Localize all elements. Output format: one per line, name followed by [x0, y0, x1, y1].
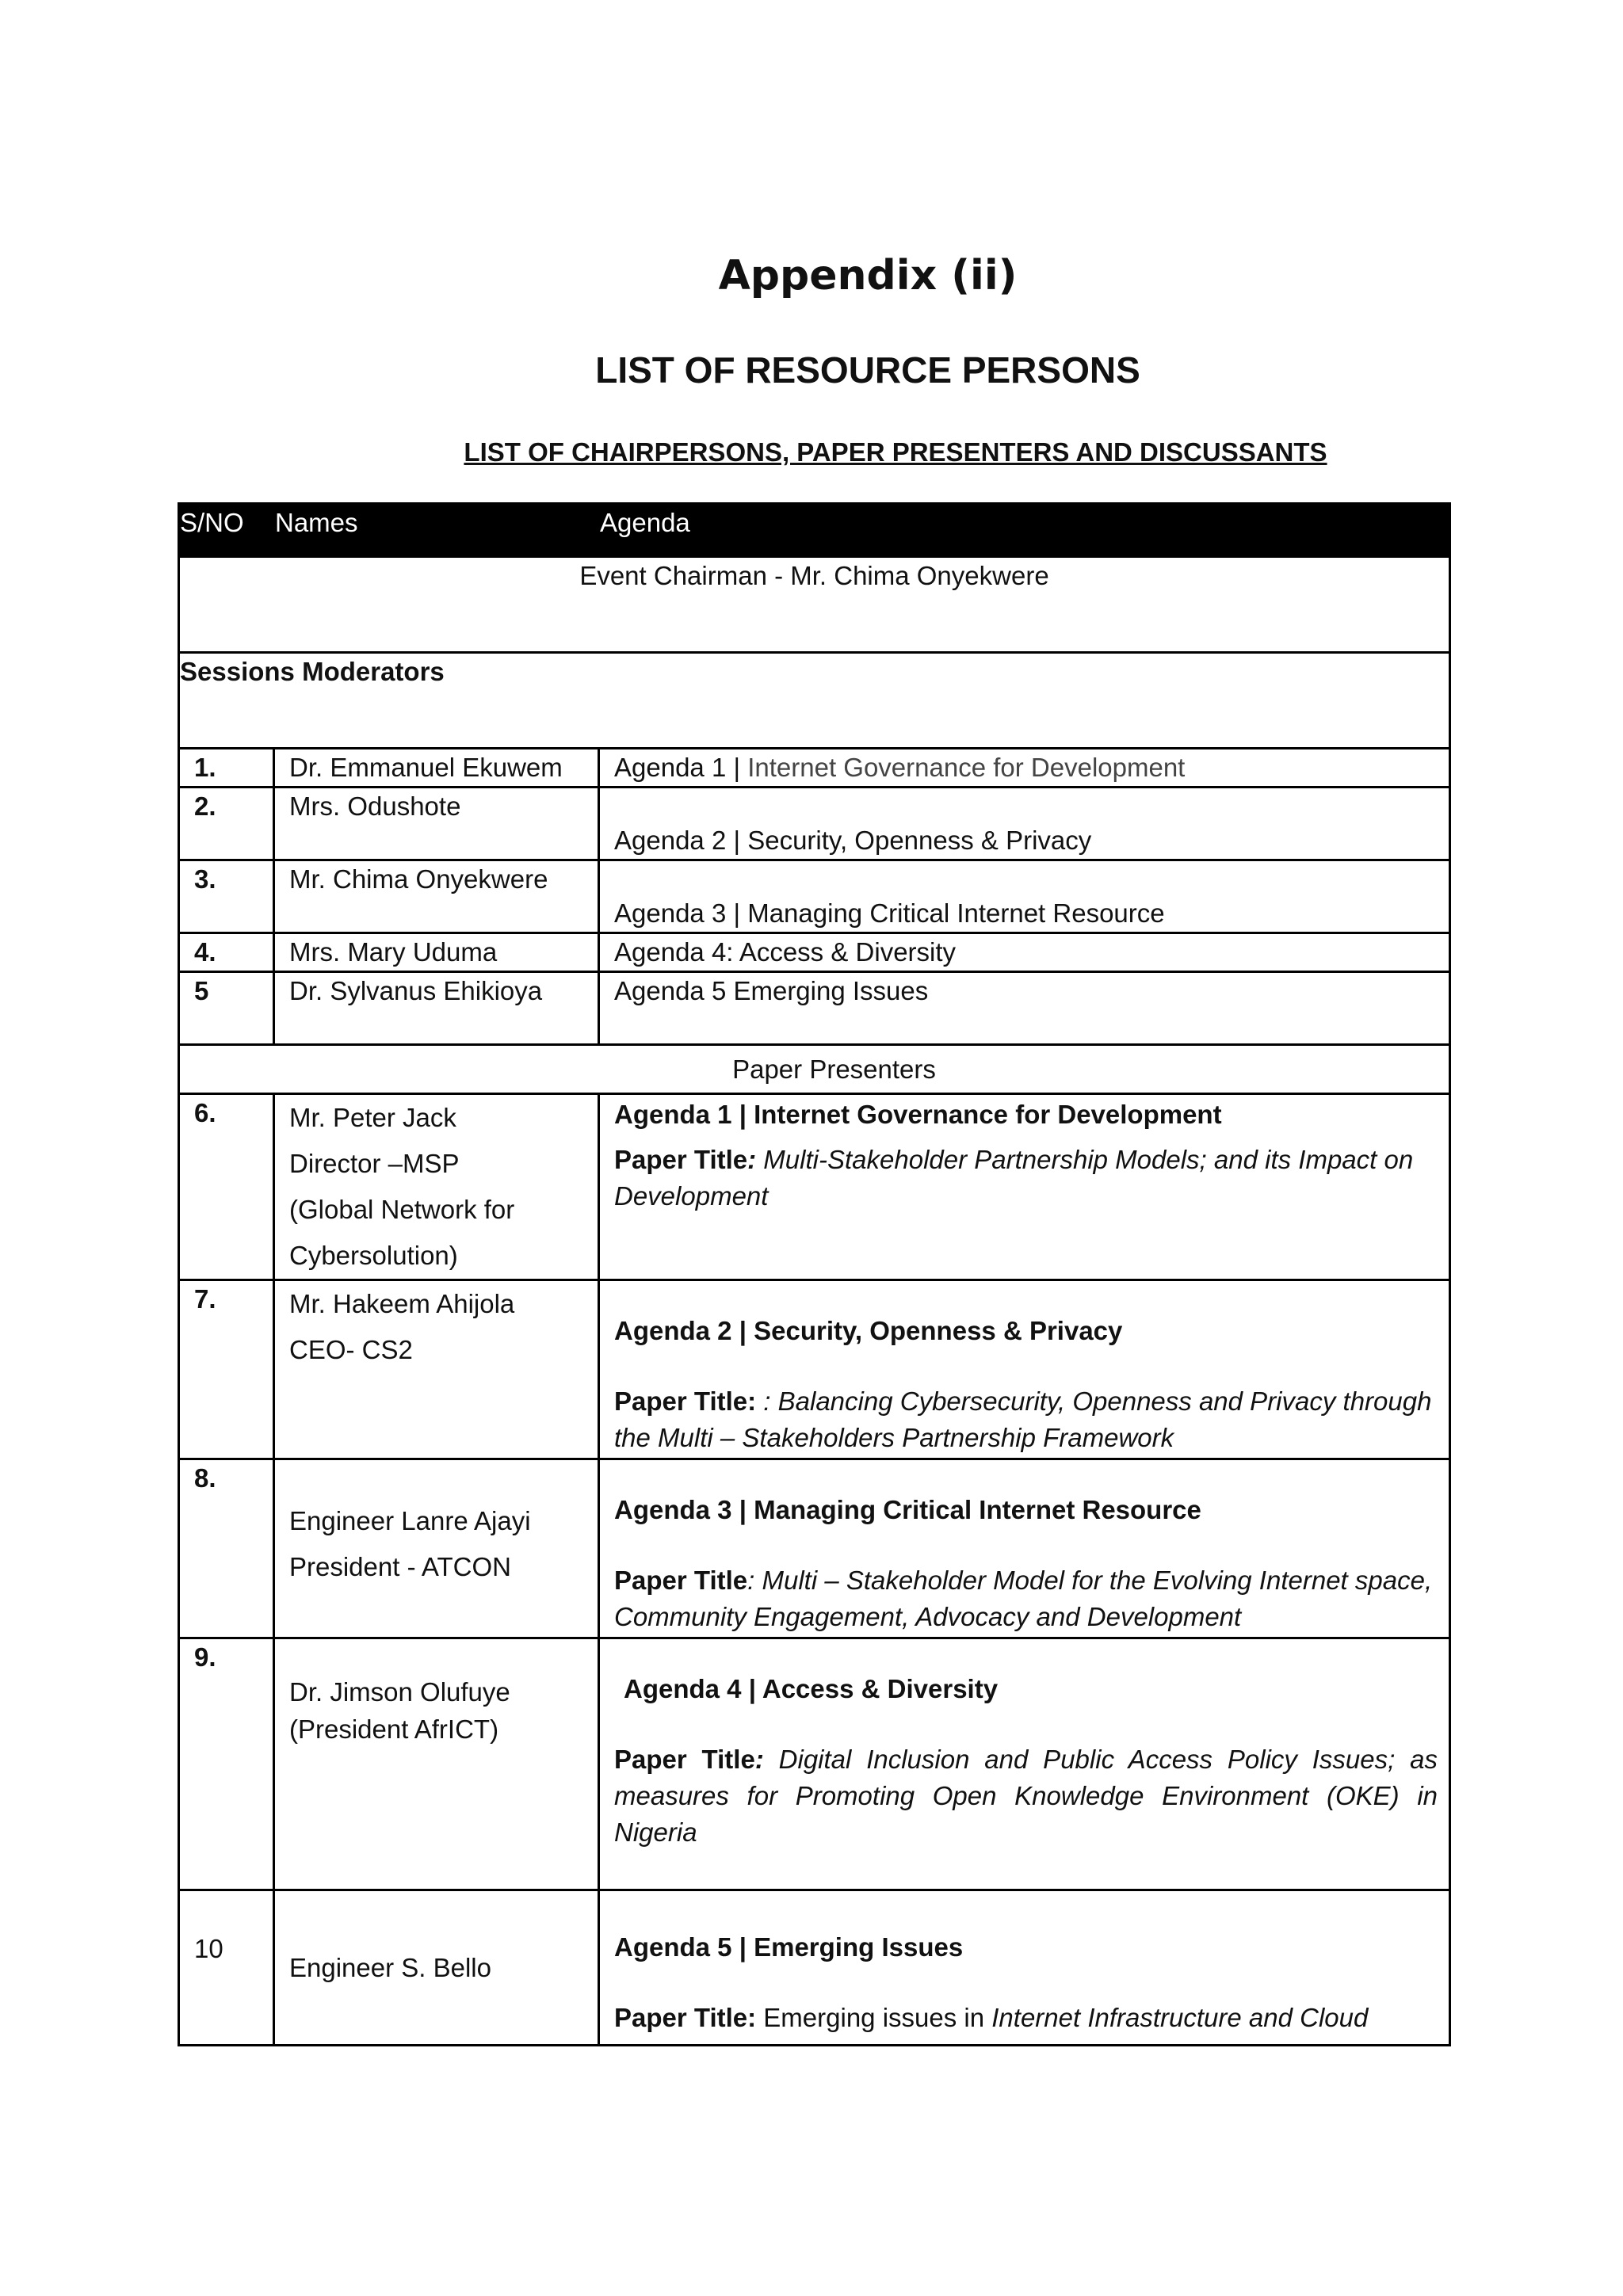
sub-title: LIST OF CHAIRPERSONS, PAPER PRESENTERS AND DISCUSSANTS	[464, 437, 1327, 467]
name-line: Engineer Lanre Ajayi	[289, 1506, 531, 1536]
row-sno: 5	[179, 972, 274, 1045]
paper-title-label: Paper Title:	[614, 2002, 757, 2032]
paper-title-label: Paper Title	[614, 1565, 748, 1595]
paper-title-label: Paper Title:	[614, 1386, 757, 1416]
row-name	[274, 1094, 599, 1280]
row-name	[274, 1890, 599, 2046]
paper-title-text: Multi – Stakeholder Model for the Evolving Internet space, Community Engagement, Advocacy and Development	[614, 1565, 1433, 1631]
row-sno: 8.	[179, 1459, 274, 1638]
name-line: (Global Network for	[289, 1195, 515, 1225]
row-name: Mrs. Odushote	[274, 788, 599, 860]
row-name: Mrs. Mary Uduma	[274, 933, 599, 972]
agenda-title: Agenda 5 | Emerging Issues	[614, 1932, 964, 1962]
table-row	[179, 1094, 1450, 1280]
table-row	[179, 1890, 1450, 2046]
paper-title-text: Multi-Stakeholder Partnership Models; and its Impact on Development	[614, 1144, 1414, 1211]
resource-persons-table	[178, 502, 1451, 2046]
paper-title-text: : Balancing Cybersecurity, Openness and Privacy through the Multi – Stakeholders Partnership Framework	[614, 1386, 1432, 1452]
row-sno: 3.	[179, 860, 274, 933]
paper-title-sep: :	[747, 1144, 757, 1174]
agenda-rest: Internet Governance for Development	[740, 753, 1186, 782]
row-name: Mr. Chima Onyekwere	[274, 860, 599, 933]
name-line: Director –MSP	[289, 1149, 460, 1179]
name-line: Cybersolution)	[289, 1241, 458, 1271]
paper-title-label: Paper Title	[614, 1144, 748, 1174]
row-name: Dr. Emmanuel Ekuwem	[274, 749, 599, 788]
paper-presenters-row	[179, 1045, 1450, 1094]
sessions-moderators-heading: Sessions Moderators	[179, 653, 1450, 749]
paper-title	[614, 2000, 1438, 2036]
table-row	[179, 788, 1450, 860]
name-line: (President AfrICT)	[289, 1714, 499, 1744]
agenda-title: Agenda 4 | Access & Diversity	[624, 1674, 999, 1704]
paper-title	[614, 1741, 1438, 1852]
event-chairman: Event Chairman - Mr. Chima Onyekwere	[179, 557, 1450, 653]
row-agenda: Agenda 5 Emerging Issues	[599, 972, 1450, 1045]
paper-title	[614, 1142, 1438, 1215]
appendix-title: Appendix (ii)	[718, 252, 1018, 299]
paper-title-sep: :	[747, 1565, 755, 1595]
row-sno: 7.	[179, 1280, 274, 1459]
paper-title	[614, 1562, 1438, 1635]
row-agenda	[599, 1638, 1450, 1890]
row-name	[274, 1280, 599, 1459]
table-row	[179, 749, 1450, 788]
row-sno: 2.	[179, 788, 274, 860]
name-line: Dr. Jimson Olufuye	[289, 1677, 510, 1707]
table-row	[179, 1280, 1450, 1459]
table-row	[179, 1459, 1450, 1638]
row-agenda	[599, 1280, 1450, 1459]
paper-title-text: Digital Inclusion and Public Access Policy Issues; as measures for Promoting Open Knowledge Environment (OKE) in Nigeria	[614, 1744, 1438, 1847]
sessions-moderators-row	[179, 653, 1450, 749]
row-name: Dr. Sylvanus Ehikioya	[274, 972, 599, 1045]
name-line: CEO- CS2	[289, 1335, 413, 1365]
paper-title	[614, 1383, 1438, 1456]
header-sno: S/NO	[179, 504, 274, 557]
row-sno: 9.	[179, 1638, 274, 1890]
row-agenda	[599, 1890, 1450, 2046]
row-sno: 4.	[179, 933, 274, 972]
agenda-title: Agenda 1 | Internet Governance for Development	[614, 1100, 1222, 1130]
paper-title-sep: :	[754, 1744, 764, 1774]
name-line: Mr. Hakeem Ahijola	[289, 1289, 515, 1319]
agenda-prefix: Agenda 1 |	[614, 753, 741, 782]
row-sno: 1.	[179, 749, 274, 788]
header-agenda: Agenda	[599, 504, 1450, 557]
row-agenda	[599, 1459, 1450, 1638]
paper-presenters-heading: Paper Presenters	[179, 1045, 1450, 1094]
name-line: President - ATCON	[289, 1552, 511, 1582]
row-agenda: Agenda 2 | Security, Openness & Privacy	[599, 788, 1450, 860]
event-chairman-row	[179, 557, 1450, 653]
name-line: Mr. Peter Jack	[289, 1103, 456, 1133]
row-agenda: Agenda 4: Access & Diversity	[599, 933, 1450, 972]
row-agenda	[599, 1094, 1450, 1280]
row-sno: 10	[179, 1890, 274, 2046]
row-name	[274, 1459, 599, 1638]
paper-title-label: Paper Title	[614, 1744, 755, 1774]
table-row	[179, 1638, 1450, 1890]
name-line: Engineer S. Bello	[289, 1953, 491, 1983]
row-sno: 6.	[179, 1094, 274, 1280]
table-header-row	[179, 504, 1450, 557]
row-name	[274, 1638, 599, 1890]
paper-title-plain: Emerging issues in	[756, 2002, 992, 2032]
table-row	[179, 860, 1450, 933]
row-agenda	[599, 749, 1450, 788]
header-names: Names	[274, 504, 599, 557]
agenda-title: Agenda 3 | Managing Critical Internet Resource	[614, 1495, 1201, 1525]
paper-title-text: Internet Infrastructure and Cloud	[991, 2002, 1369, 2032]
table-row	[179, 972, 1450, 1045]
table-row	[179, 933, 1450, 972]
list-title: LIST OF RESOURCE PERSONS	[595, 349, 1140, 391]
row-agenda: Agenda 3 | Managing Critical Internet Resource	[599, 860, 1450, 933]
agenda-title: Agenda 2 | Security, Openness & Privacy	[614, 1316, 1123, 1346]
